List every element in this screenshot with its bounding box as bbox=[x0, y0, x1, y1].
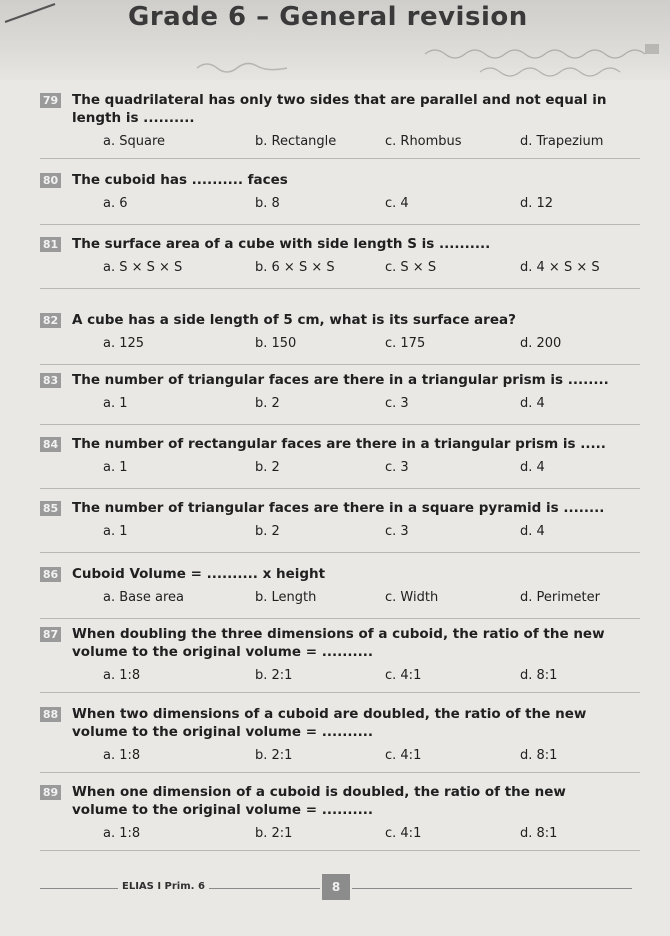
divider bbox=[40, 850, 640, 851]
question-87 bbox=[40, 626, 640, 688]
divider bbox=[40, 288, 640, 289]
question-number-badge: 79 bbox=[40, 93, 61, 108]
option-d[interactable]: d. 12 bbox=[520, 196, 554, 211]
option-d[interactable]: d. Trapezium bbox=[520, 134, 604, 149]
option-c[interactable]: c. 4:1 bbox=[385, 826, 422, 841]
question-line bbox=[40, 706, 640, 724]
option-c[interactable]: c. Width bbox=[385, 590, 439, 605]
option-b[interactable]: b. 2:1 bbox=[255, 668, 293, 683]
question-number-badge: 85 bbox=[40, 501, 61, 516]
question-88 bbox=[40, 706, 640, 768]
question-79 bbox=[40, 92, 640, 154]
footer-publisher: ELIAS I Prim. 6 bbox=[118, 881, 209, 892]
question-text: When doubling the three dimensions of a cuboid, the ratio of the new bbox=[72, 626, 605, 642]
answer-options bbox=[40, 524, 640, 544]
option-a[interactable]: a. Square bbox=[103, 134, 165, 149]
question-text: The number of triangular faces are there in a square pyramid is ........ bbox=[72, 500, 605, 516]
option-d[interactable]: d. 200 bbox=[520, 336, 562, 351]
option-c[interactable]: c. 4:1 bbox=[385, 668, 422, 683]
page-number: 8 bbox=[322, 874, 350, 900]
question-line bbox=[40, 312, 640, 330]
question-number-badge: 83 bbox=[40, 373, 61, 388]
option-c[interactable]: c. 3 bbox=[385, 460, 409, 475]
option-a[interactable]: a. 1 bbox=[103, 524, 128, 539]
question-text: The cuboid has .......... faces bbox=[72, 172, 288, 188]
option-c[interactable]: c. 4:1 bbox=[385, 748, 422, 763]
question-line bbox=[40, 236, 640, 254]
question-text-continued: volume to the original volume = .......... bbox=[72, 724, 374, 740]
answer-options bbox=[40, 748, 640, 768]
option-b[interactable]: b. 2:1 bbox=[255, 748, 293, 763]
option-d[interactable]: d. 8:1 bbox=[520, 748, 558, 763]
question-text: The surface area of a cube with side length S is .......... bbox=[72, 236, 491, 252]
question-line-continued bbox=[40, 644, 640, 662]
question-83 bbox=[40, 372, 640, 416]
question-text: The number of triangular faces are there in a triangular prism is ........ bbox=[72, 372, 609, 388]
answer-options bbox=[40, 260, 640, 280]
question-text: The quadrilateral has only two sides that are parallel and not equal in bbox=[72, 92, 607, 108]
question-line bbox=[40, 172, 640, 190]
question-number-badge: 80 bbox=[40, 173, 61, 188]
question-text: When two dimensions of a cuboid are doubled, the ratio of the new bbox=[72, 706, 587, 722]
option-a[interactable]: a. 1 bbox=[103, 460, 128, 475]
divider bbox=[40, 364, 640, 365]
question-89 bbox=[40, 784, 640, 846]
question-line bbox=[40, 626, 640, 644]
option-c[interactable]: c. Rhombus bbox=[385, 134, 462, 149]
answer-options bbox=[40, 590, 640, 610]
option-b[interactable]: b. Rectangle bbox=[255, 134, 337, 149]
option-d[interactable]: d. 4 × S × S bbox=[520, 260, 600, 275]
question-text-continued: volume to the original volume = .......... bbox=[72, 802, 374, 818]
question-line bbox=[40, 784, 640, 802]
question-line-continued bbox=[40, 802, 640, 820]
question-number-badge: 86 bbox=[40, 567, 61, 582]
question-line-continued bbox=[40, 110, 640, 128]
option-b[interactable]: b. 2:1 bbox=[255, 826, 293, 841]
question-81 bbox=[40, 236, 640, 280]
option-c[interactable]: c. 4 bbox=[385, 196, 409, 211]
question-line-continued bbox=[40, 724, 640, 742]
answer-options bbox=[40, 396, 640, 416]
question-text: A cube has a side length of 5 cm, what is its surface area? bbox=[72, 312, 516, 328]
question-number-badge: 88 bbox=[40, 707, 61, 722]
faded-watermark-icon bbox=[195, 58, 290, 74]
divider bbox=[40, 424, 640, 425]
answer-options bbox=[40, 668, 640, 688]
question-84 bbox=[40, 436, 640, 480]
divider bbox=[40, 224, 640, 225]
corner-stroke-icon bbox=[0, 0, 60, 30]
page-header bbox=[0, 0, 670, 80]
divider bbox=[40, 158, 640, 159]
faded-scribble-icon bbox=[420, 42, 665, 82]
question-80 bbox=[40, 172, 640, 216]
option-d[interactable]: d. 4 bbox=[520, 460, 545, 475]
option-c[interactable]: c. 3 bbox=[385, 396, 409, 411]
question-82 bbox=[40, 312, 640, 356]
option-b[interactable]: b. 2 bbox=[255, 396, 280, 411]
option-d[interactable]: d. 4 bbox=[520, 524, 545, 539]
option-b[interactable]: b. 2 bbox=[255, 460, 280, 475]
option-d[interactable]: d. 4 bbox=[520, 396, 545, 411]
question-number-badge: 82 bbox=[40, 313, 61, 328]
option-c[interactable]: c. S × S bbox=[385, 260, 437, 275]
option-b[interactable]: b. 6 × S × S bbox=[255, 260, 335, 275]
question-number-badge: 89 bbox=[40, 785, 61, 800]
answer-options bbox=[40, 196, 640, 216]
option-b[interactable]: b. Length bbox=[255, 590, 317, 605]
option-a[interactable]: a. 125 bbox=[103, 336, 145, 351]
answer-options bbox=[40, 336, 640, 356]
option-d[interactable]: d. Perimeter bbox=[520, 590, 600, 605]
footer-rule-right bbox=[352, 888, 632, 889]
option-a[interactable]: a. 1 bbox=[103, 396, 128, 411]
question-text: The number of rectangular faces are there in a triangular prism is ..... bbox=[72, 436, 606, 452]
question-line bbox=[40, 566, 640, 584]
question-line bbox=[40, 500, 640, 518]
option-c[interactable]: c. 175 bbox=[385, 336, 426, 351]
divider bbox=[40, 692, 640, 693]
answer-options bbox=[40, 134, 640, 154]
question-number-badge: 81 bbox=[40, 237, 61, 252]
question-line bbox=[40, 436, 640, 454]
question-text-continued: length is .......... bbox=[72, 110, 195, 126]
divider bbox=[40, 772, 640, 773]
option-a[interactable]: a. 6 bbox=[103, 196, 128, 211]
option-a[interactable]: a. 1:8 bbox=[103, 826, 141, 841]
option-d[interactable]: d. 8:1 bbox=[520, 668, 558, 683]
option-a[interactable]: a. 1:8 bbox=[103, 668, 141, 683]
divider bbox=[40, 488, 640, 489]
option-b[interactable]: b. 8 bbox=[255, 196, 280, 211]
question-line bbox=[40, 372, 640, 390]
divider bbox=[40, 552, 640, 553]
question-text: When one dimension of a cuboid is doubled, the ratio of the new bbox=[72, 784, 566, 800]
question-line bbox=[40, 92, 640, 110]
option-b[interactable]: b. 2 bbox=[255, 524, 280, 539]
question-text: Cuboid Volume = .......... x height bbox=[72, 566, 326, 582]
question-86 bbox=[40, 566, 640, 610]
option-c[interactable]: c. 3 bbox=[385, 524, 409, 539]
question-text-continued: volume to the original volume = .......... bbox=[72, 644, 374, 660]
option-a[interactable]: a. Base area bbox=[103, 590, 185, 605]
option-b[interactable]: b. 150 bbox=[255, 336, 297, 351]
option-d[interactable]: d. 8:1 bbox=[520, 826, 558, 841]
divider bbox=[40, 618, 640, 619]
page-title: Grade 6 – General revision bbox=[128, 2, 528, 32]
option-a[interactable]: a. S × S × S bbox=[103, 260, 183, 275]
question-85 bbox=[40, 500, 640, 544]
answer-options bbox=[40, 826, 640, 846]
question-number-badge: 84 bbox=[40, 437, 61, 452]
answer-options bbox=[40, 460, 640, 480]
question-number-badge: 87 bbox=[40, 627, 61, 642]
option-a[interactable]: a. 1:8 bbox=[103, 748, 141, 763]
